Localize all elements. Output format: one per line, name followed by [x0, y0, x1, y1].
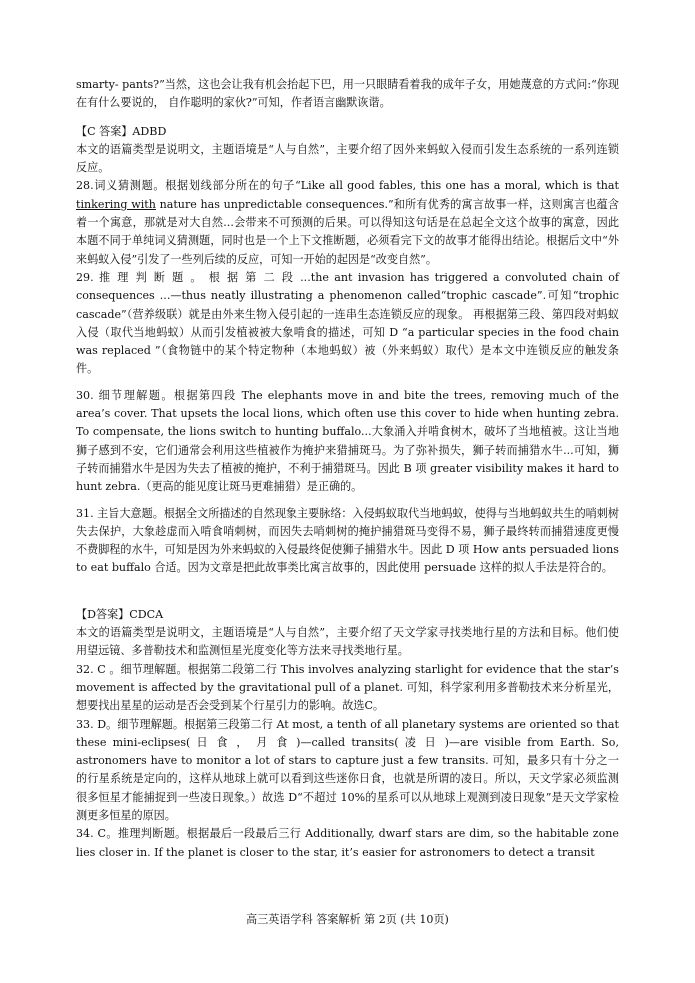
section-c-title: 【C 答案】ADBD: [76, 124, 167, 138]
section-d-intro: 本文的语篇类型是说明文，主题语境是“人与自然”，主要介绍了天文学家寻找类地行星的方法和目标。他们使用望远镜、多普勒技术和监测恒星光度变化等方法来寻找类地行星。: [76, 626, 619, 658]
question-29-explanation: 29. 推 理 判 断 题 。 根 据 第 二 段 ...the ant invasion has triggered a convoluted chain of consequences ...—thus neatly illustrating a phenomenon called“trophic cascade”.可知“trophic cascade”（营养级联）就是由外来生物入侵引起的一连串生态连锁反应的现象。 再根据第三段、第四段对蚂蚁入侵（取代当地蚂蚁）从而引发植被被大象啃食的描述，可知 D “a particular species in the food chain was replaced ”（食物链中的某个特定物种（本地蚂蚁）被（外来蚂蚁）取代）是本文中连锁反应的触发条件。: [76, 270, 619, 376]
section-d-title: 【D答案】CDCA: [76, 607, 164, 621]
question-28-explanation: [76, 177, 619, 268]
paragraph-b-ending: smarty- pants?”当然，这也会让我有机会抬起下巴，用一只眼睛看着我的成年子女，用她蔑意的方式问:“你现在有什么要说的， 自作聪明的家伙?”可知，作者语言幽默诙谐。: [76, 78, 619, 110]
question-34-explanation: 34. C。推理判断题。根据最后一段最后三行 Additionally, dwarf stars are dim, so the habitable zone lies closer in. If the planet is closer to the star, it’s easier for astronomers to detect a transit: [76, 827, 619, 859]
question-31-explanation: 31. 主旨大意题。根据全文所描述的自然现象主要脉络：入侵蚂蚁取代当地蚂蚁，使得与当地蚂蚁共生的哨刺树失去保护，大象趁虚而入啃食哨刺树，而因失去哨刺树的掩护捕猎斑马变得不易，狮子最终转而捕猎速度更慢不费脚程的水牛，可知是因为外来蚂蚁的入侵最终促使狮子捕猎水牛。因此 D 项 How ants persuaded lions to eat buffalo 合适。因为文章是把此故事类比寓言故事的，因此使用 persuade 这样的拟人手法是符合的。: [76, 506, 619, 575]
question-32-explanation: 32. C 。细节理解题。根据第二段第二行 This involves analyzing starlight for evidence that the star’s movement is affected by the gravitational pull of a planet. 可知，科学家利用多普勒技术来分析星光，想要找出星星的运动是否会受到某个行星引力的影响。故选C。: [76, 662, 619, 713]
document-body: [76, 76, 619, 862]
underlined-phrase: tinkering with: [76, 197, 156, 211]
q28-text-b: nature has unpredictable consequences.”和所有优秀的寓言故事一样，这则寓言也蕴含着一个寓意，那就是对大自然...会带来不可预测的后果。可以得知这句话是在总起全文这个故事的寓意，因此本题不同于单纯词义猜测题，同时也是一个上下文推断题，必须看完下文的故事才能得出结论。根据后文中“外来蚂蚁入侵”引发了一些列后续的反应，可知一开始的起因是“改变自然”。: [76, 197, 619, 266]
page-footer: 高三英语学科 答案解析 第 2页 (共 10页): [246, 913, 449, 926]
section-c-intro: 本文的语篇类型是说明文，主题语境是“人与自然”，主要介绍了因外来蚂蚁入侵而引发生态系统的一系列连锁反应。: [76, 142, 619, 175]
q28-text-a: 28.词义猜测题。根据划线部分所在的句子“Like all good fables, this one has a moral, which is that: [76, 179, 619, 193]
question-30-explanation: 30. 细节理解题。根据第四段 The elephants move in and bite the trees, removing much of the area’s cover. That upsets the local lions, which often use this cover to hide when hunting zebra. To compensate, the lions switch to hunting buffalo...大象涌入并啃食树木，破坏了当地植被。这让当地狮子感到不安，它们通常会利用这些植被作为掩护来猎捕斑马。为了弥补损失，狮子转而捕猎水牛...可知，狮子转而捕猎水牛是因为失去了植被的掩护，不利于捕猎斑马。因此 B 项 greater visibility makes it hard to hunt zebra.（更高的能见度让斑马更难捕猎）是正确的。: [76, 388, 619, 494]
question-33-explanation: 33. D。细节理解题。根据第三段第二行 At most, a tenth of all planetary systems are oriented so that these mini-eclipses( 日 食 ， 月 食 )—called transits( 凌 日 )—are visible from Earth. So, astronomers have to monitor a lot of stars to capture just a few transits. 可知，最多只有十分之一的行星系统是定向的，这样从地球上就可以看到这些迷你日食，也就是所谓的凌日。所以，天文学家必须监测很多恒星才能捕捉到一些凌日现象。）故选 D“不超过 10%的星系可以从地球上观测到凌日现象”是天文学家检测更多恒星的原因。: [76, 717, 619, 822]
